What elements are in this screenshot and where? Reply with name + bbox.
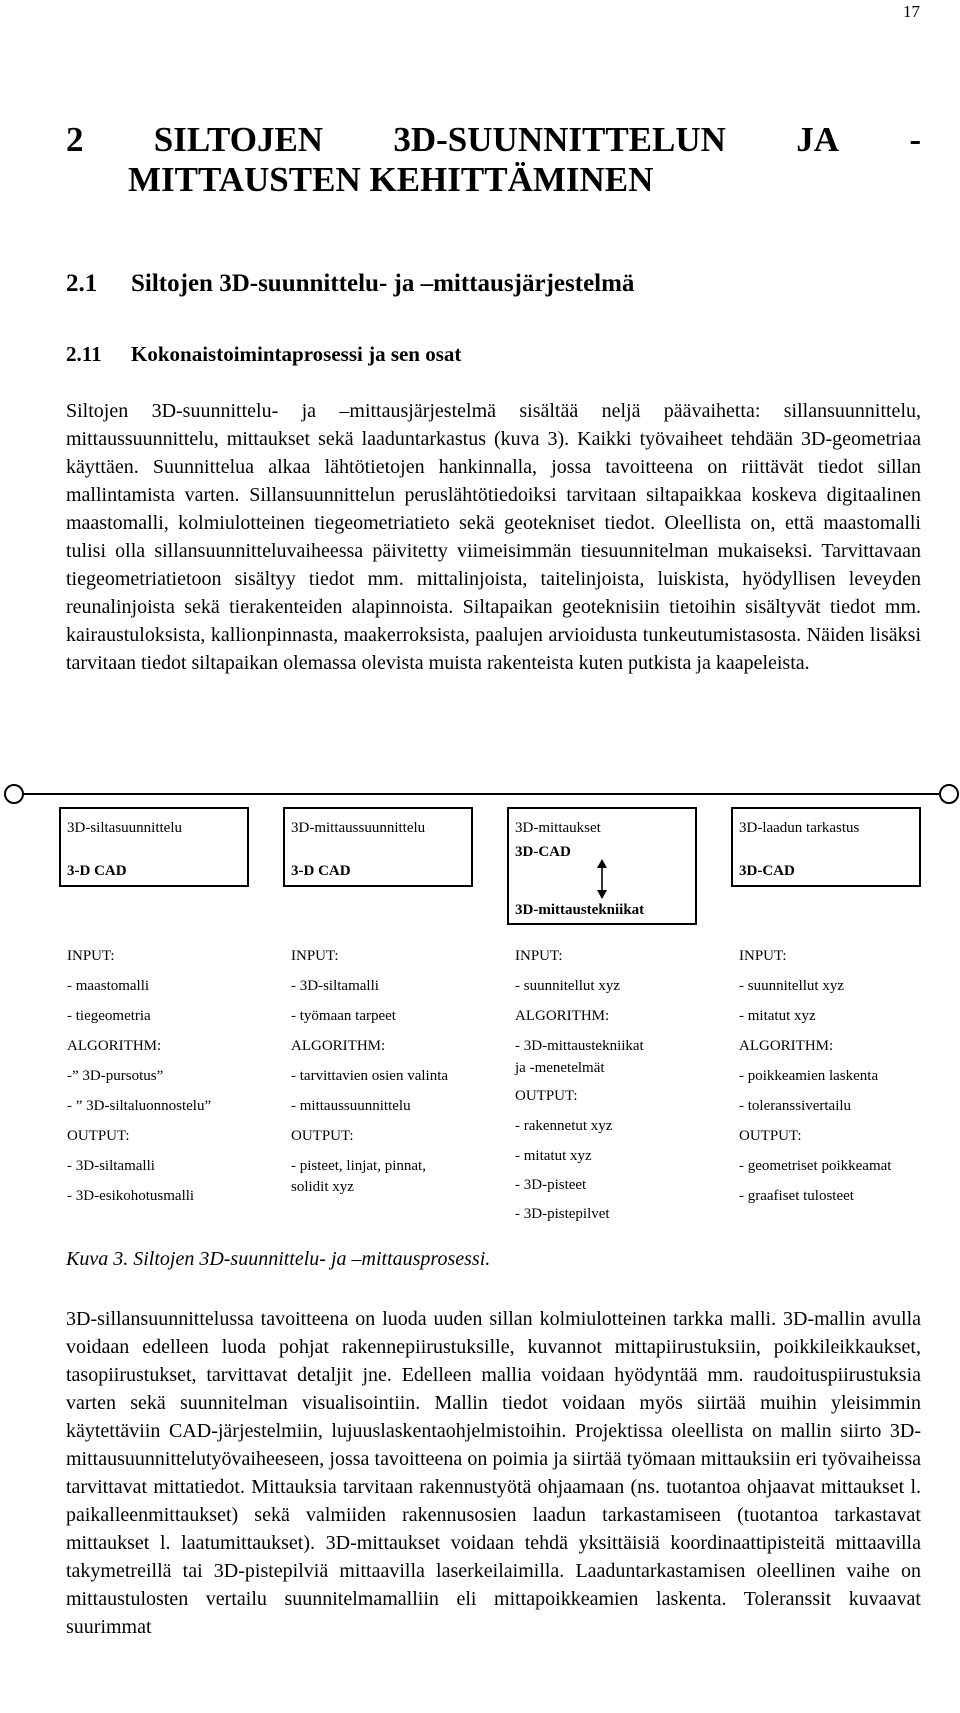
column-text: - rakennetut xyz xyxy=(515,1118,613,1134)
column-text: - suunnitellut xyz xyxy=(515,978,620,994)
column-text: INPUT: xyxy=(515,948,563,964)
subsection-title: Kokonaistoimintaprosessi ja sen osat xyxy=(131,342,462,366)
chapter-number: 2 xyxy=(66,120,84,159)
column-text: - 3D-pisteet xyxy=(515,1177,587,1193)
body-paragraph: Siltojen 3D-suunnittelu- ja –mittausjärjestelmä sisältää neljä päävaihetta: sillansuunnittelu, mittaussuunnittelu, mittaukset sekä laaduntarkastus (kuva 3). Kaikki työvaiheet tehdään 3D-geometriaa käyttäen. Suunnittelua alkaa lähtötietojen hankinnalla, jossa tavoitteena on riittävät tiedot sillan mallintamista varten. Sillansuunnittelun peruslähtötiedoiksi tarvitaan siltapaikkaa koskeva digitaalinen maastomalli, kolmiulotteinen tiegeometriatieto sekä geotekniset tiedot. Oleellista on, että maastomalli tulisi olla sillansuunnitteluvaiheessa päivitetty viimeisimmän tiesuunnitelman mukaiseksi. Tarvittavaan tiegeometriatietoon sisältyy tiedot mm. mittalinjoista, taitelinjoista, luiskista, hyödyllisen leveyden reunalinjoista sekä tierakenteiden alapinnoista. Siltapaikan geoteknisiin tietoihin sisältyvät tiedot mm. kairaustuloksista, kallionpinnasta, maakerroksista, paalujen arvioidusta tunkeutumistasosta. Näiden lisäksi tarvitaan tiedot siltapaikan olemassa olevista muista rakenteista kuten putkista ja kaapeleista. xyxy=(66,400,921,674)
column-text: - graafiset tulosteet xyxy=(739,1188,854,1204)
column-text: OUTPUT: xyxy=(291,1128,354,1144)
column-text: - 3D-siltamalli xyxy=(291,978,379,994)
section-number: 2.1 xyxy=(66,270,98,297)
chapter-heading-word: JA xyxy=(796,120,840,159)
subsection-number: 2.11 xyxy=(66,342,102,366)
column-text: INPUT: xyxy=(291,948,339,964)
step-subtool: 3D-mittaustekniikat xyxy=(515,902,645,918)
step-title: 3D-mittaukset xyxy=(515,820,601,836)
column-text: - mitatut xyz xyxy=(739,1008,816,1024)
column-text: - 3D-esikohotusmalli xyxy=(67,1188,195,1204)
step-title: 3D-mittaussuunnittelu xyxy=(291,820,426,836)
column-text: - toleranssivertailu xyxy=(739,1098,852,1114)
column-text: - maastomalli xyxy=(67,978,150,994)
column-text: -” 3D-pursotus” xyxy=(67,1068,164,1084)
step-tool: 3-D CAD xyxy=(67,863,127,879)
column-text: - 3D-mittaustekniikat xyxy=(515,1038,644,1054)
chapter-heading-word: SILTOJEN xyxy=(153,120,324,159)
page-number: 17 xyxy=(903,2,920,21)
column-text: - 3D-siltamalli xyxy=(67,1158,155,1174)
column-text: INPUT: xyxy=(739,948,787,964)
column-text: - mittaussuunnittelu xyxy=(291,1098,411,1114)
body-paragraph: 3D-sillansuunnittelussa tavoitteena on luoda uuden sillan kolmiulotteinen tarkka malli. 3D-mallin avulla voidaan edelleen luoda pohjat rakennepiirustuksille, kuvannot mittapiirustuksiin, poikkileikkaukset, tasopiirustukset, tarvittavat detaljit jne. Edelleen mallia voidaan hyödyntää mm. raudoituspiirustuksia varten sekä suunnitelman visualisointiin. Mallin tiedot voidaan myös siirtää muihin yleisimmin käytettäviin CAD-järjestelmiin, lujuuslaskentaohjelmistoihin. Projektissa oleellista on mallin siirto 3D-mittausuunnittelutyövaiheeseen, jossa tavoitteena on poimia ja siirtää työmaan mittauksiin eri työvaiheissa tarvittavat mittatiedot. Mittauksia tarvitaan rakennustyötä ohjaamaan (ns. tuotantoa ohjaavat mittaukset l. paikalleenmittaukset) sekä valmiiden rakennusosien laadun tarkastamiseen (tuotantoa tarkastavat mittaukset l. laatumittaukset). 3D-mittaukset voidaan tehdä yksittäisiä koordinaattipisteitä mittaavilla takymetreillä tai 3D-pistepilviä mittaavilla laserkeilaimilla. Laaduntarkastamisen oleellinen vaihe on mittaustulosten vertailu suunnitelmamalliin eli mittapoikkeamien laskenta. Toleranssit kuvaavat suurimmat xyxy=(66,1308,921,1638)
column-text: - ” 3D-siltaluonnostelu” xyxy=(67,1098,212,1114)
column-text: - tarvittavien osien valinta xyxy=(291,1068,449,1084)
column-text: - tiegeometria xyxy=(67,1008,151,1024)
figure-caption: Kuva 3. Siltojen 3D-suunnittelu- ja –mittausprosessi. xyxy=(66,1248,491,1270)
column-text: - geometriset poikkeamat xyxy=(739,1158,892,1174)
column-text: - poikkeamien laskenta xyxy=(739,1068,879,1084)
column-text: - työmaan tarpeet xyxy=(291,1008,396,1024)
step-title: 3D-siltasuunnittelu xyxy=(67,820,182,836)
chapter-heading-word: 3D-SUUNNITTELUN xyxy=(393,120,726,159)
chapter-heading-word: - xyxy=(909,120,921,159)
column-text: - pisteet, linjat, pinnat, xyxy=(291,1158,426,1174)
chapter-heading-line2: MITTAUSTEN KEHITTÄMINEN xyxy=(128,160,654,199)
column-text: ALGORITHM: xyxy=(739,1038,834,1054)
column-text: - suunnitellut xyz xyxy=(739,978,844,994)
column-text: - 3D-pistepilvet xyxy=(515,1206,610,1222)
end-terminal xyxy=(940,785,958,803)
column-text: ja -menetelmät xyxy=(515,1060,605,1076)
step-tool: 3D-CAD xyxy=(739,863,795,879)
column-text: OUTPUT: xyxy=(515,1088,578,1104)
column-text: OUTPUT: xyxy=(739,1128,802,1144)
column-text: ALGORITHM: xyxy=(515,1008,610,1024)
step-title: 3D-laadun tarkastus xyxy=(739,820,860,836)
column-text: ALGORITHM: xyxy=(67,1038,162,1054)
column-text: ALGORITHM: xyxy=(291,1038,386,1054)
column-text: OUTPUT: xyxy=(67,1128,130,1144)
column-text: solidit xyz xyxy=(291,1179,354,1195)
start-terminal xyxy=(5,785,23,803)
section-title: Siltojen 3D-suunnittelu- ja –mittausjärjestelmä xyxy=(131,270,635,297)
column-text: - mitatut xyz xyxy=(515,1148,592,1164)
column-text: INPUT: xyxy=(67,948,115,964)
step-tool: 3-D CAD xyxy=(291,863,351,879)
step-tool: 3D-CAD xyxy=(515,844,571,860)
